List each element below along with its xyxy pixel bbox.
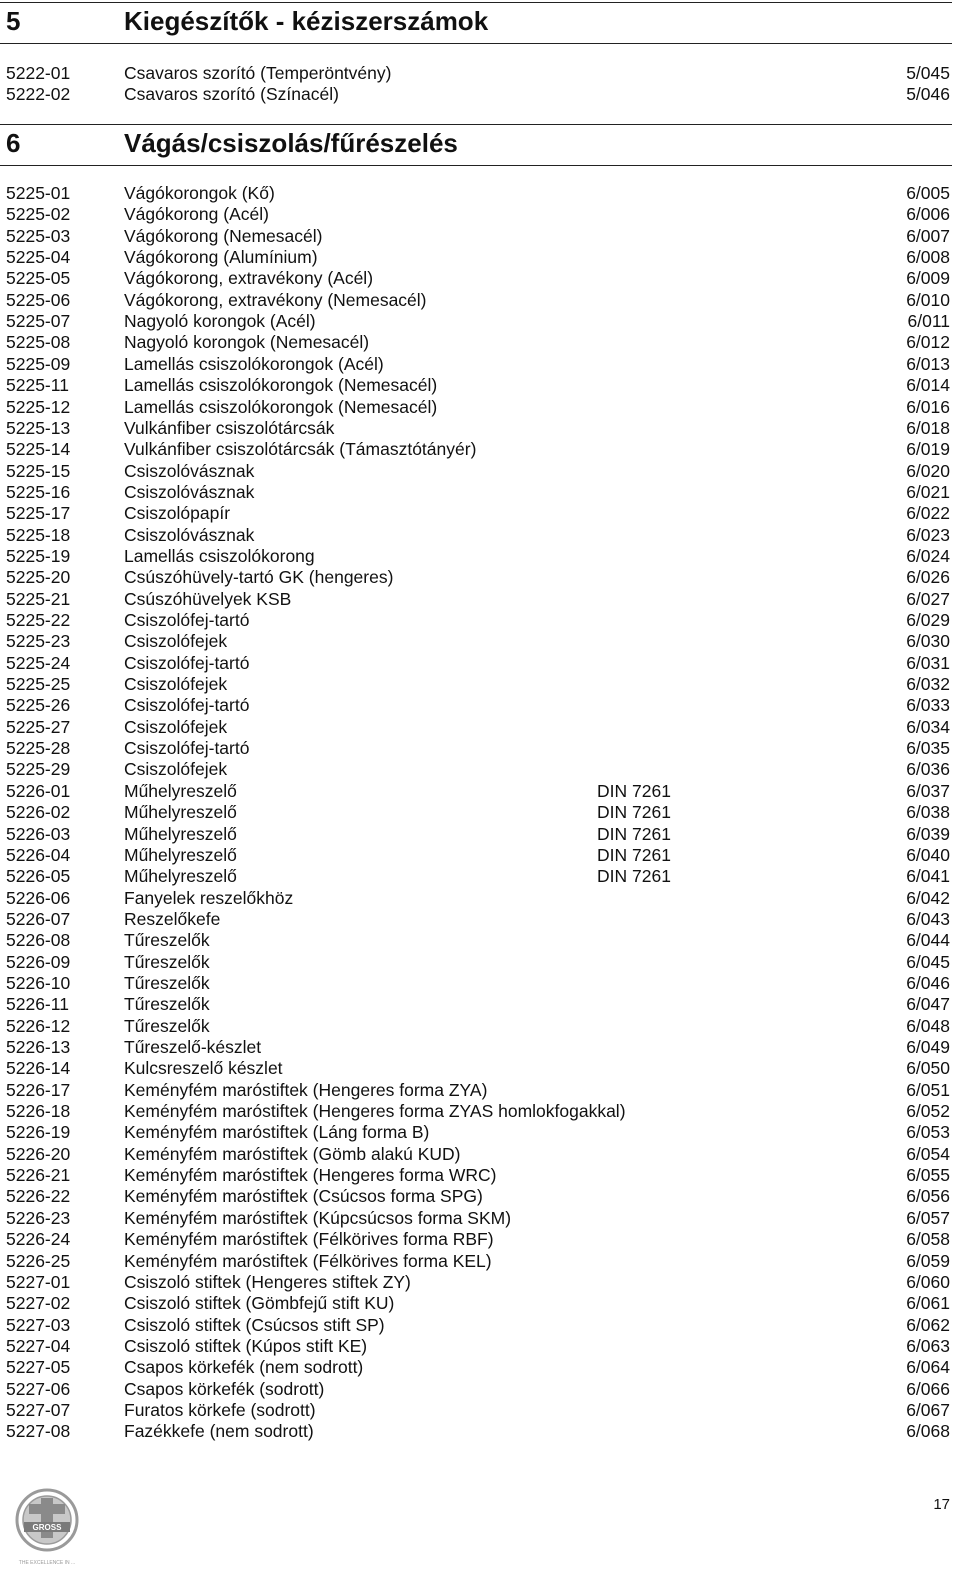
item-name: Reszelőkefe bbox=[124, 908, 221, 929]
index-row bbox=[0, 1058, 960, 1079]
index-row bbox=[0, 311, 960, 332]
index-row bbox=[0, 973, 960, 994]
item-name: Tűreszelők bbox=[124, 972, 210, 993]
index-row bbox=[0, 1357, 960, 1378]
item-page-ref: 6/067 bbox=[906, 1399, 950, 1420]
item-code: 5226-04 bbox=[6, 844, 71, 865]
item-name: Csiszoló stiftek (Gömbfejű stift KU) bbox=[124, 1293, 395, 1314]
item-page-ref: 6/051 bbox=[906, 1079, 950, 1100]
item-code: 5225-06 bbox=[6, 289, 71, 310]
item-page-ref: 6/005 bbox=[906, 183, 950, 203]
item-name: Keményfém maróstiftek (Hengeres forma WRC) bbox=[124, 1165, 497, 1186]
item-name: Lamellás csiszolókorongok (Nemesacél) bbox=[124, 375, 438, 396]
item-name: Csiszoló stiftek (Hengeres stiftek ZY) bbox=[124, 1271, 411, 1292]
item-name: Vágókorong (Nemesacél) bbox=[124, 225, 323, 246]
item-name: Tűreszelők bbox=[124, 994, 210, 1015]
item-code: 5225-17 bbox=[6, 503, 71, 524]
item-page-ref: 6/045 bbox=[906, 951, 950, 972]
index-row bbox=[0, 802, 960, 823]
item-name: Vágókorong, extravékony (Nemesacél) bbox=[124, 289, 427, 310]
item-name: Vágókorong, extravékony (Acél) bbox=[124, 268, 374, 289]
item-code: 5226-02 bbox=[6, 802, 71, 823]
item-name: Műhelyreszelő bbox=[124, 844, 237, 865]
index-row bbox=[0, 738, 960, 759]
item-page-ref: 6/036 bbox=[906, 759, 950, 780]
index-row bbox=[0, 845, 960, 866]
item-name: Csiszolófejek bbox=[124, 716, 228, 737]
item-page-ref: 6/062 bbox=[906, 1314, 950, 1335]
index-row bbox=[0, 1379, 960, 1400]
section-title: Kiegészítők - kéziszerszámok bbox=[124, 6, 489, 36]
index-row bbox=[0, 1421, 960, 1442]
item-name: Fanyelek reszelőkhöz bbox=[124, 887, 294, 908]
index-row bbox=[0, 695, 960, 716]
index-row bbox=[0, 653, 960, 674]
item-code: 5226-23 bbox=[6, 1207, 71, 1228]
item-page-ref: 6/034 bbox=[906, 716, 950, 737]
item-page-ref: 6/030 bbox=[906, 631, 950, 652]
item-name: Tűreszelők bbox=[124, 930, 210, 951]
page-footer bbox=[0, 1478, 960, 1576]
index-row bbox=[0, 1101, 960, 1122]
item-code: 5226-08 bbox=[6, 930, 71, 951]
item-name: Keményfém maróstiftek (Láng forma B) bbox=[124, 1122, 430, 1143]
index-row bbox=[0, 1037, 960, 1058]
item-name: Keményfém maróstiftek (Kúpcsúcsos forma SKM) bbox=[124, 1207, 512, 1228]
item-code: 5227-01 bbox=[6, 1271, 71, 1292]
item-code: 5225-05 bbox=[6, 268, 71, 289]
item-code: 5225-16 bbox=[6, 481, 71, 502]
item-code: 5222-02 bbox=[6, 84, 71, 105]
item-standard: DIN 7261 bbox=[597, 802, 671, 823]
item-page-ref: 6/064 bbox=[906, 1357, 950, 1378]
item-name: Csúszóhüvely-tartó GK (hengeres) bbox=[124, 567, 394, 588]
item-page-ref: 6/023 bbox=[906, 524, 950, 545]
item-page-ref: 6/010 bbox=[906, 289, 950, 310]
item-name: Műhelyreszelő bbox=[124, 866, 237, 887]
item-page-ref: 6/044 bbox=[906, 930, 950, 951]
index-row bbox=[0, 930, 960, 951]
index-row bbox=[0, 418, 960, 439]
item-code: 5225-23 bbox=[6, 631, 71, 652]
item-name: Vágókorong (Alumínium) bbox=[124, 247, 318, 268]
index-row bbox=[0, 631, 960, 652]
index-row bbox=[0, 717, 960, 738]
item-code: 5225-15 bbox=[6, 460, 71, 481]
index-row bbox=[0, 375, 960, 396]
item-page-ref: 6/053 bbox=[906, 1122, 950, 1143]
item-code: 5227-06 bbox=[6, 1378, 71, 1399]
item-name: Vulkánfiber csiszolótárcsák (Támasztótányér) bbox=[124, 439, 477, 460]
item-page-ref: 6/041 bbox=[906, 866, 950, 887]
item-page-ref: 6/029 bbox=[906, 610, 950, 630]
index-row bbox=[0, 674, 960, 695]
item-code: 5225-26 bbox=[6, 695, 71, 716]
item-code: 5222-01 bbox=[6, 63, 71, 83]
item-page-ref: 6/059 bbox=[906, 1250, 950, 1271]
item-name: Lamellás csiszolókorongok (Nemesacél) bbox=[124, 396, 438, 417]
item-name: Csiszolóvásznak bbox=[124, 481, 255, 502]
item-name: Csiszolófejek bbox=[124, 759, 228, 780]
item-page-ref: 6/037 bbox=[906, 780, 950, 801]
item-code: 5225-18 bbox=[6, 524, 71, 545]
item-code: 5226-22 bbox=[6, 1186, 71, 1207]
item-code: 5225-07 bbox=[6, 311, 71, 332]
item-code: 5226-12 bbox=[6, 1015, 71, 1036]
item-page-ref: 6/047 bbox=[906, 994, 950, 1015]
item-code: 5225-29 bbox=[6, 759, 71, 780]
item-page-ref: 6/039 bbox=[906, 823, 950, 844]
item-code: 5226-25 bbox=[6, 1250, 71, 1271]
item-name: Csapos körkefék (nem sodrott) bbox=[124, 1357, 364, 1378]
item-name: Csiszolófej-tartó bbox=[124, 738, 250, 759]
item-code: 5225-13 bbox=[6, 417, 71, 438]
item-page-ref: 6/009 bbox=[906, 268, 950, 289]
item-name: Keményfém maróstiftek (Csúcsos forma SPG) bbox=[124, 1186, 483, 1207]
item-page-ref: 6/060 bbox=[906, 1271, 950, 1292]
item-code: 5226-05 bbox=[6, 866, 71, 887]
item-page-ref: 6/031 bbox=[906, 652, 950, 673]
item-name: Csapos körkefék (sodrott) bbox=[124, 1378, 325, 1399]
item-name: Keményfém maróstiftek (Hengeres forma ZYAS homlokfogakkal) bbox=[124, 1101, 626, 1122]
index-row bbox=[0, 1293, 960, 1314]
item-code: 5227-07 bbox=[6, 1399, 71, 1420]
item-code: 5226-11 bbox=[6, 994, 69, 1015]
item-page-ref: 6/040 bbox=[906, 844, 950, 865]
item-code: 5226-10 bbox=[6, 972, 71, 993]
svg-text:GROSS: GROSS bbox=[32, 1523, 62, 1532]
item-name: Csiszoló stiftek (Kúpos stift KE) bbox=[124, 1335, 368, 1356]
item-page-ref: 6/043 bbox=[906, 908, 950, 929]
item-code: 5225-14 bbox=[6, 439, 71, 460]
index-row bbox=[0, 994, 960, 1015]
index-row bbox=[0, 332, 960, 353]
index-row bbox=[0, 1186, 960, 1207]
item-page-ref: 6/050 bbox=[906, 1058, 950, 1079]
item-name: Csiszolófejek bbox=[124, 631, 228, 652]
item-page-ref: 6/020 bbox=[906, 460, 950, 481]
index-row bbox=[0, 1144, 960, 1165]
index-row bbox=[0, 204, 960, 225]
item-page-ref: 6/066 bbox=[906, 1378, 950, 1399]
item-name: Keményfém maróstiftek (Gömb alakú KUD) bbox=[124, 1143, 461, 1164]
item-code: 5227-05 bbox=[6, 1357, 71, 1378]
item-page-ref: 6/063 bbox=[906, 1335, 950, 1356]
item-page-ref: 6/068 bbox=[906, 1421, 950, 1442]
item-name: Nagyoló korongok (Nemesacél) bbox=[124, 332, 370, 353]
item-page-ref: 6/018 bbox=[906, 417, 950, 438]
item-code: 5227-08 bbox=[6, 1421, 71, 1442]
item-page-ref: 6/056 bbox=[906, 1186, 950, 1207]
item-code: 5226-06 bbox=[6, 887, 71, 908]
index-row bbox=[0, 268, 960, 289]
item-page-ref: 6/049 bbox=[906, 1037, 950, 1057]
item-name: Csúszóhüvelyek KSB bbox=[124, 588, 292, 609]
item-code: 5227-03 bbox=[6, 1314, 71, 1335]
index-row bbox=[0, 824, 960, 845]
item-name: Csiszolóvásznak bbox=[124, 524, 255, 545]
index-row bbox=[0, 290, 960, 311]
item-page-ref: 6/048 bbox=[906, 1015, 950, 1036]
item-name: Fazékkefe (nem sodrott) bbox=[124, 1421, 314, 1442]
section-number: 6 bbox=[6, 128, 21, 158]
item-code: 5225-28 bbox=[6, 738, 71, 759]
index-row bbox=[0, 525, 960, 546]
item-page-ref: 6/035 bbox=[906, 738, 950, 759]
item-page-ref: 6/024 bbox=[906, 545, 950, 566]
index-row bbox=[0, 1165, 960, 1186]
item-name: Vágókorong (Acél) bbox=[124, 204, 269, 225]
item-page-ref: 6/026 bbox=[906, 567, 950, 588]
index-row bbox=[0, 183, 960, 204]
item-page-ref: 5/045 bbox=[906, 63, 950, 83]
item-page-ref: 6/032 bbox=[906, 674, 950, 695]
item-standard: DIN 7261 bbox=[597, 823, 671, 844]
item-name: Keményfém maróstiftek (Félkörives forma RBF) bbox=[124, 1229, 494, 1250]
index-row bbox=[0, 1016, 960, 1037]
item-page-ref: 6/061 bbox=[906, 1293, 950, 1314]
item-code: 5226-21 bbox=[6, 1165, 71, 1186]
item-code: 5226-07 bbox=[6, 908, 71, 929]
index-row bbox=[0, 461, 960, 482]
index-row bbox=[0, 397, 960, 418]
index-row bbox=[0, 439, 960, 460]
item-page-ref: 6/008 bbox=[906, 247, 950, 268]
item-name: Lamellás csiszolókorong bbox=[124, 545, 315, 566]
item-code: 5226-14 bbox=[6, 1058, 71, 1079]
item-name: Tűreszelők bbox=[124, 951, 210, 972]
index-row bbox=[0, 354, 960, 375]
item-name: Csiszolófej-tartó bbox=[124, 610, 250, 630]
item-page-ref: 6/033 bbox=[906, 695, 950, 716]
item-code: 5225-12 bbox=[6, 396, 71, 417]
item-code: 5226-20 bbox=[6, 1143, 71, 1164]
item-name: Lamellás csiszolókorongok (Acél) bbox=[124, 353, 384, 374]
item-name: Vágókorongok (Kő) bbox=[124, 183, 275, 203]
item-code: 5225-25 bbox=[6, 674, 71, 695]
index-row bbox=[0, 1080, 960, 1101]
item-name: Csiszolófej-tartó bbox=[124, 695, 250, 716]
item-code: 5226-17 bbox=[6, 1079, 71, 1100]
index-row bbox=[0, 247, 960, 268]
index-row bbox=[0, 759, 960, 780]
index-row bbox=[0, 1336, 960, 1357]
item-page-ref: 6/011 bbox=[907, 311, 950, 332]
index-row bbox=[0, 1229, 960, 1250]
item-page-ref: 6/054 bbox=[906, 1143, 950, 1164]
item-name: Csiszoló stiftek (Csúcsos stift SP) bbox=[124, 1314, 385, 1335]
item-name: Vulkánfiber csiszolótárcsák bbox=[124, 417, 335, 438]
item-page-ref: 6/055 bbox=[906, 1165, 950, 1186]
index-row bbox=[0, 84, 960, 105]
item-code: 5225-24 bbox=[6, 652, 71, 673]
item-page-ref: 5/046 bbox=[906, 84, 950, 105]
item-name: Csavaros szorító (Színacél) bbox=[124, 84, 339, 105]
item-code: 5225-03 bbox=[6, 225, 71, 246]
item-name: Csavaros szorító (Temperöntvény) bbox=[124, 63, 392, 83]
item-name: Műhelyreszelő bbox=[124, 802, 237, 823]
item-code: 5225-22 bbox=[6, 610, 71, 630]
index-row bbox=[0, 888, 960, 909]
gross-logo-icon bbox=[12, 1484, 82, 1568]
index-row bbox=[0, 226, 960, 247]
section-header bbox=[0, 124, 952, 166]
section-title: Vágás/csiszolás/fűrészelés bbox=[124, 128, 458, 158]
item-code: 5226-13 bbox=[6, 1037, 71, 1057]
index-row bbox=[0, 63, 960, 84]
item-code: 5227-02 bbox=[6, 1293, 71, 1314]
item-standard: DIN 7261 bbox=[597, 844, 671, 865]
item-page-ref: 6/006 bbox=[906, 204, 950, 225]
index-row bbox=[0, 482, 960, 503]
index-row bbox=[0, 909, 960, 930]
item-code: 5225-11 bbox=[6, 375, 69, 396]
item-page-ref: 6/022 bbox=[906, 503, 950, 524]
item-code: 5225-01 bbox=[6, 183, 71, 203]
item-code: 5226-01 bbox=[6, 780, 71, 801]
item-name: Tűreszelő-készlet bbox=[124, 1037, 262, 1057]
page-number: 17 bbox=[933, 1496, 950, 1513]
item-page-ref: 6/027 bbox=[906, 588, 950, 609]
item-page-ref: 6/016 bbox=[906, 396, 950, 417]
index-row bbox=[0, 589, 960, 610]
item-name: Műhelyreszelő bbox=[124, 780, 237, 801]
index-row bbox=[0, 610, 960, 631]
index-row bbox=[0, 546, 960, 567]
item-code: 5226-18 bbox=[6, 1101, 71, 1122]
item-code: 5225-19 bbox=[6, 545, 71, 566]
index-row bbox=[0, 1208, 960, 1229]
index-row bbox=[0, 1315, 960, 1336]
item-code: 5226-03 bbox=[6, 823, 71, 844]
item-name: Kulcsreszelő készlet bbox=[124, 1058, 283, 1079]
index-row bbox=[0, 1272, 960, 1293]
item-page-ref: 6/014 bbox=[906, 375, 950, 396]
svg-text:THE EXCELLENCE IN ...: THE EXCELLENCE IN ... bbox=[18, 1560, 76, 1566]
item-name: Csiszolóvásznak bbox=[124, 460, 255, 481]
item-code: 5225-27 bbox=[6, 716, 71, 737]
item-page-ref: 6/052 bbox=[906, 1101, 950, 1122]
item-code: 5225-21 bbox=[6, 588, 71, 609]
item-name: Műhelyreszelő bbox=[124, 823, 237, 844]
item-page-ref: 6/046 bbox=[906, 972, 950, 993]
item-name: Csiszolópapír bbox=[124, 503, 231, 524]
index-row bbox=[0, 1400, 960, 1421]
item-name: Nagyoló korongok (Acél) bbox=[124, 311, 316, 332]
item-name: Keményfém maróstiftek (Félkörives forma KEL) bbox=[124, 1250, 492, 1271]
item-code: 5225-09 bbox=[6, 353, 71, 374]
item-name: Csiszolófejek bbox=[124, 674, 228, 695]
index-row bbox=[0, 952, 960, 973]
item-page-ref: 6/007 bbox=[906, 225, 950, 246]
item-page-ref: 6/042 bbox=[906, 887, 950, 908]
item-name: Csiszolófej-tartó bbox=[124, 652, 250, 673]
item-page-ref: 6/013 bbox=[906, 353, 950, 374]
index-row bbox=[0, 503, 960, 524]
item-name: Furatos körkefe (sodrott) bbox=[124, 1399, 316, 1420]
item-code: 5227-04 bbox=[6, 1335, 71, 1356]
item-page-ref: 6/021 bbox=[906, 481, 950, 502]
index-row bbox=[0, 1251, 960, 1272]
item-page-ref: 6/057 bbox=[906, 1207, 950, 1228]
item-page-ref: 6/019 bbox=[906, 439, 950, 460]
item-code: 5226-24 bbox=[6, 1229, 71, 1250]
index-row bbox=[0, 781, 960, 802]
item-standard: DIN 7261 bbox=[597, 780, 671, 801]
index-row bbox=[0, 567, 960, 588]
index-row bbox=[0, 1122, 960, 1143]
item-code: 5226-09 bbox=[6, 951, 71, 972]
item-page-ref: 6/012 bbox=[906, 332, 950, 353]
item-code: 5225-20 bbox=[6, 567, 71, 588]
item-name: Tűreszelők bbox=[124, 1015, 210, 1036]
item-code: 5225-08 bbox=[6, 332, 71, 353]
item-page-ref: 6/038 bbox=[906, 802, 950, 823]
item-page-ref: 6/058 bbox=[906, 1229, 950, 1250]
item-code: 5225-04 bbox=[6, 247, 71, 268]
item-name: Keményfém maróstiftek (Hengeres forma ZYA) bbox=[124, 1079, 488, 1100]
item-code: 5225-02 bbox=[6, 204, 71, 225]
item-standard: DIN 7261 bbox=[597, 866, 671, 887]
section-number: 5 bbox=[6, 6, 21, 36]
index-row bbox=[0, 866, 960, 887]
section-header bbox=[0, 2, 952, 44]
item-code: 5226-19 bbox=[6, 1122, 71, 1143]
